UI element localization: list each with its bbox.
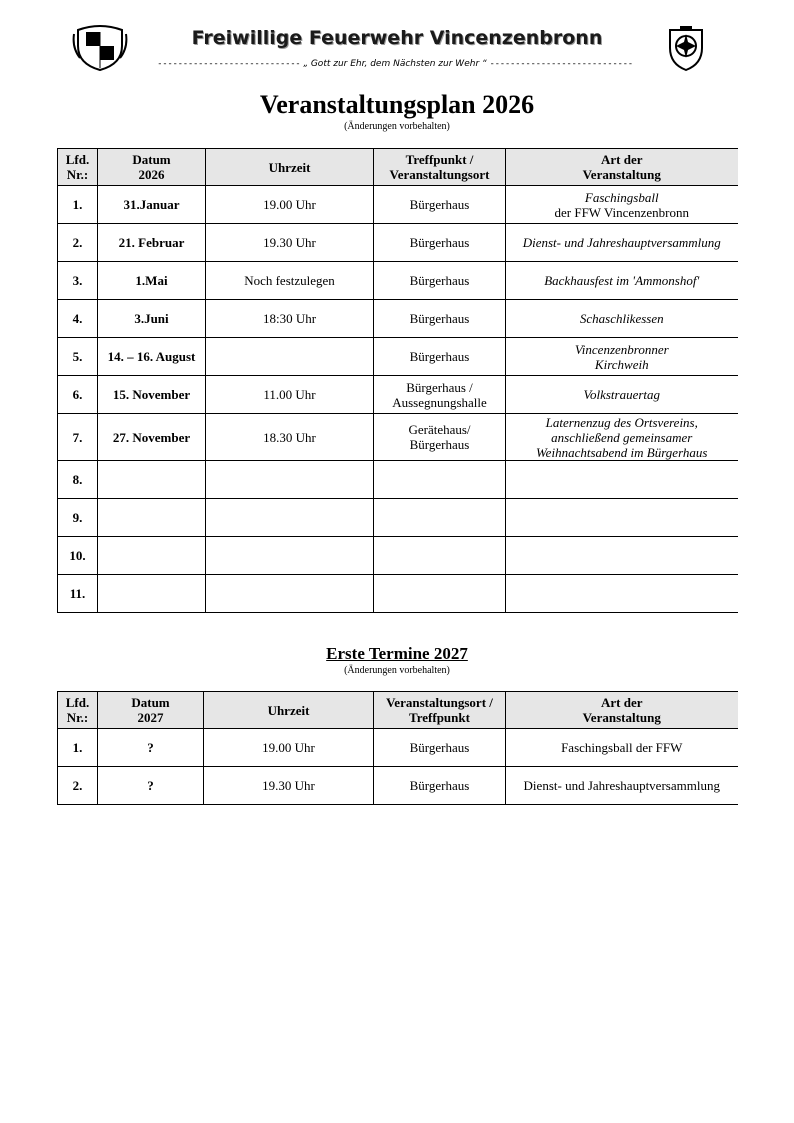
table-row xyxy=(58,414,738,461)
motto-line xyxy=(118,59,672,73)
cell-nr: 11. xyxy=(58,575,98,613)
cell-uhrzeit xyxy=(206,537,374,575)
col-header-nr: Lfd. Nr.: xyxy=(58,692,98,729)
cell-art: Schaschlikessen xyxy=(506,300,738,338)
cell-ort xyxy=(374,461,506,499)
cell-art xyxy=(506,461,738,499)
cell-uhrzeit: 19.30 Uhr xyxy=(204,767,374,805)
cell-ort xyxy=(374,537,506,575)
motto-dashes-left: ---------------------------- xyxy=(157,59,301,69)
changes-note: (Änderungen vorbehalten) xyxy=(344,121,450,132)
cell-uhrzeit: 11.00 Uhr xyxy=(206,376,374,414)
cell-uhrzeit: 19.30 Uhr xyxy=(206,224,374,262)
cell-nr: 6. xyxy=(58,376,98,414)
cell-uhrzeit: 19.00 Uhr xyxy=(206,186,374,224)
cell-datum: 15. November xyxy=(98,376,206,414)
table-row xyxy=(58,767,738,805)
col-header-uhrzeit: Uhrzeit xyxy=(206,149,374,186)
cell-art: Dienst- und Jahreshauptversammlung xyxy=(506,224,738,262)
table-row xyxy=(58,262,738,300)
cell-datum: 31.Januar xyxy=(98,186,206,224)
cell-datum: 3.Juni xyxy=(98,300,206,338)
table-row xyxy=(58,338,738,376)
cell-ort xyxy=(374,575,506,613)
cell-art: Faschingsball der FFW xyxy=(506,729,738,767)
cell-ort: Bürgerhaus / Aussegnungshalle xyxy=(374,376,506,414)
cell-nr: 8. xyxy=(58,461,98,499)
cell-uhrzeit xyxy=(206,461,374,499)
col-header-art: Art der Veranstaltung xyxy=(506,692,738,729)
motto-dashes-right: ---------------------------- xyxy=(489,59,633,69)
cell-uhrzeit: 19.00 Uhr xyxy=(204,729,374,767)
table-row xyxy=(58,729,738,767)
cell-nr: 9. xyxy=(58,499,98,537)
page-title: Veranstaltungsplan 2026 xyxy=(259,90,535,119)
table-header-row xyxy=(58,692,738,729)
cell-uhrzeit: 18.30 Uhr xyxy=(206,414,374,461)
cell-datum xyxy=(98,499,206,537)
cell-art xyxy=(506,575,738,613)
cell-uhrzeit xyxy=(206,338,374,376)
col-header-art: Art der Veranstaltung xyxy=(506,149,738,186)
cell-nr: 2. xyxy=(58,767,98,805)
fire-brigade-emblem-icon xyxy=(666,24,706,72)
events-table-2027 xyxy=(57,691,738,805)
cell-art: Vincenzenbronner Kirchweih xyxy=(506,338,738,376)
cell-datum: 27. November xyxy=(98,414,206,461)
col-header-datum: Datum 2026 xyxy=(98,149,206,186)
cell-nr: 4. xyxy=(58,300,98,338)
cell-art: Faschingsball der FFW Vincenzenbronn xyxy=(506,186,738,224)
cell-uhrzeit xyxy=(206,499,374,537)
events-table-2026 xyxy=(57,148,738,613)
cell-ort: Bürgerhaus xyxy=(374,338,506,376)
cell-nr: 2. xyxy=(58,224,98,262)
cell-datum: ? xyxy=(98,729,204,767)
table-row xyxy=(58,537,738,575)
cell-datum: 21. Februar xyxy=(98,224,206,262)
table-row xyxy=(58,376,738,414)
cell-nr: 5. xyxy=(58,338,98,376)
cell-datum xyxy=(98,461,206,499)
cell-uhrzeit: 18:30 Uhr xyxy=(206,300,374,338)
cell-art: Volkstrauertag xyxy=(506,376,738,414)
cell-ort: Bürgerhaus xyxy=(374,224,506,262)
cell-ort: Bürgerhaus xyxy=(374,186,506,224)
cell-art xyxy=(506,499,738,537)
col-header-ort: Veranstaltungsort / Treffpunkt xyxy=(374,692,506,729)
cell-ort: Bürgerhaus xyxy=(374,729,506,767)
cell-ort: Bürgerhaus xyxy=(374,262,506,300)
letterhead xyxy=(0,0,794,80)
table-header-row xyxy=(58,149,738,186)
cell-uhrzeit xyxy=(206,575,374,613)
table-row xyxy=(58,300,738,338)
cell-nr: 10. xyxy=(58,537,98,575)
changes-note-2027: (Änderungen vorbehalten) xyxy=(344,665,450,676)
table-row xyxy=(58,575,738,613)
cell-ort: Gerätehaus/ Bürgerhaus xyxy=(374,414,506,461)
col-header-ort: Treffpunkt / Veranstaltungsort xyxy=(374,149,506,186)
cell-art: Dienst- und Jahreshauptversammlung xyxy=(506,767,738,805)
cell-nr: 1. xyxy=(58,729,98,767)
cell-ort: Bürgerhaus xyxy=(374,767,506,805)
cell-datum xyxy=(98,575,206,613)
cell-nr: 7. xyxy=(58,414,98,461)
table-row xyxy=(58,186,738,224)
cell-art xyxy=(506,537,738,575)
cell-ort: Bürgerhaus xyxy=(374,300,506,338)
cell-uhrzeit: Noch festzulegen xyxy=(206,262,374,300)
cell-datum: 14. – 16. August xyxy=(98,338,206,376)
col-header-datum: Datum 2027 xyxy=(98,692,204,729)
cell-art: Backhausfest im 'Ammonshof' xyxy=(506,262,738,300)
cell-ort xyxy=(374,499,506,537)
cell-datum xyxy=(98,537,206,575)
cell-datum: 1.Mai xyxy=(98,262,206,300)
cell-nr: 1. xyxy=(58,186,98,224)
col-header-nr: Lfd. Nr.: xyxy=(58,149,98,186)
col-header-uhrzeit: Uhrzeit xyxy=(204,692,374,729)
cell-datum: ? xyxy=(98,767,204,805)
cell-art: Laternenzug des Ortsvereins, anschließend gemeinsamer Weihnachtsabend im Bürgerhaus xyxy=(506,414,738,461)
table-row xyxy=(58,461,738,499)
organization-name: Freiwillige Feuerwehr Vincenzenbronn xyxy=(191,27,603,49)
motto: „ Gott zur Ehr, dem Nächsten zur Wehr “ xyxy=(303,59,487,69)
table-row xyxy=(58,224,738,262)
section-title-2027: Erste Termine 2027 xyxy=(326,644,468,663)
table-row xyxy=(58,499,738,537)
cell-nr: 3. xyxy=(58,262,98,300)
